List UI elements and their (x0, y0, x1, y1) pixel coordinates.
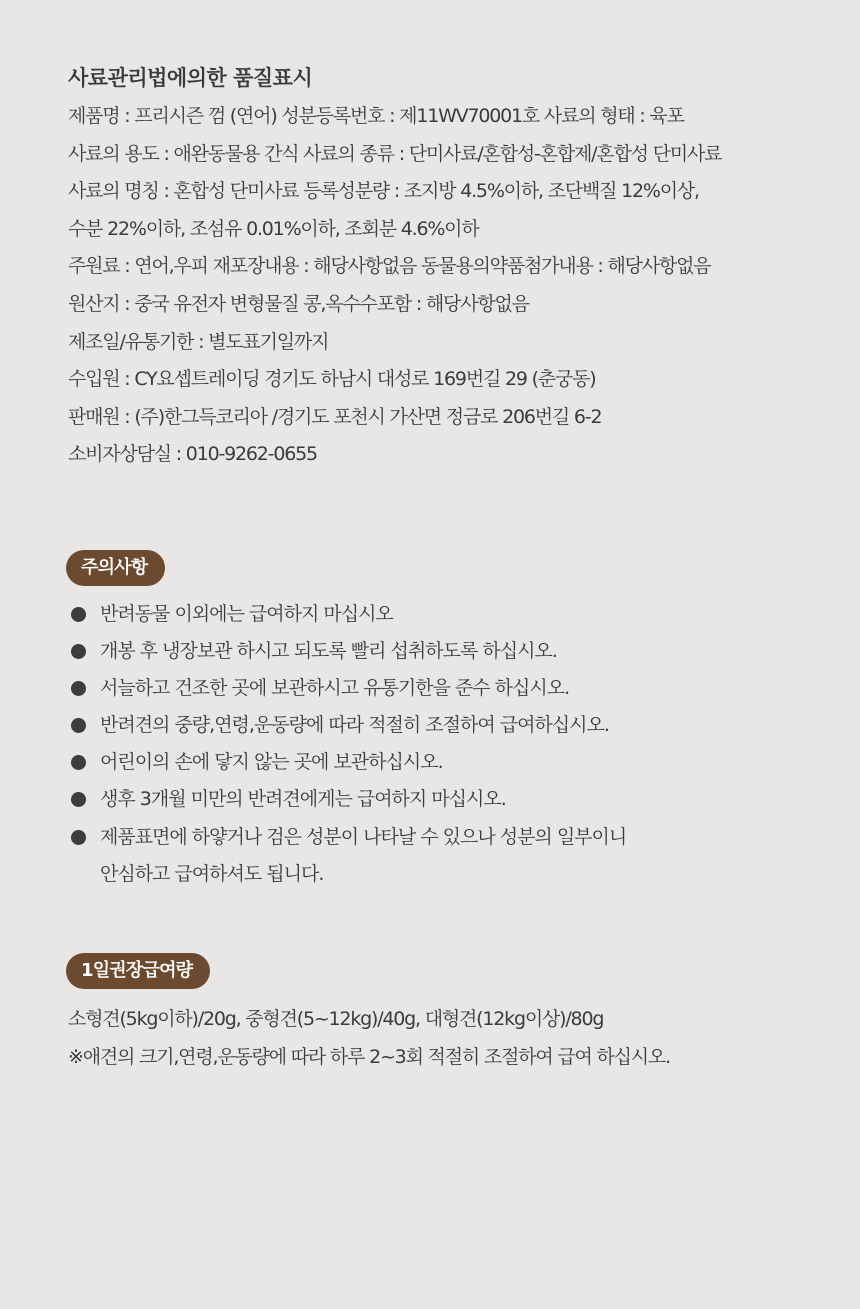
info-line-origin: 원산지 : 중국 유전자 변형물질 콩,옥수수포함 : 해당사항없음 (68, 292, 529, 315)
bullet-dot-icon (71, 755, 86, 770)
info-line-expiry: 제조일/유통기한 : 별도표기일까지 (68, 330, 329, 353)
caution-item (70, 744, 830, 781)
feeding-note: ※애견의 크기,연령,운동량에 따라 하루 2~3회 적절히 조절하여 급여 하십시오. (68, 1046, 670, 1068)
caution-badge: 주의사항 (66, 550, 165, 586)
bullet-dot-icon (71, 792, 86, 807)
caution-item (70, 781, 830, 818)
caution-list (70, 596, 830, 893)
info-line-importer: 수입원 : CY요셉트레이딩 경기도 하남시 대성로 169번길 29 (춘궁동) (68, 368, 596, 391)
bullet-dot-icon (71, 607, 86, 622)
info-line-name: 사료의 명칭 : 혼합성 단미사료 등록성분량 : 조지방 4.5%이하, 조단백질 12%이상, (68, 180, 699, 203)
caution-item-text: 반려동물 이외에는 급여하지 마십시오 (100, 603, 393, 625)
feeding-amounts: 소형견(5kg이하)/20g, 중형견(5~12kg)/40g, 대형견(12kg이상)/80g (68, 1008, 604, 1030)
info-line-seller: 판매원 : (주)한그득코리아 /경기도 포천시 가산면 정금로 206번길 6-2 (68, 405, 602, 428)
caution-item-text: 생후 3개월 미만의 반려견에게는 급여하지 마십시오. (100, 788, 506, 811)
feeding-badge: 1일권장급여량 (66, 953, 210, 989)
info-line-composition: 수분 22%이하, 조섬유 0.01%이하, 조회분 4.6%이하 (68, 217, 479, 240)
caution-item-text: 서늘하고 건조한 곳에 보관하시고 유통기한을 준수 하십시오. (100, 677, 570, 700)
caution-item-text: 어린이의 손에 닿지 않는 곳에 보관하십시오. (100, 751, 443, 774)
caution-item (70, 596, 830, 633)
feeding-block (68, 1000, 838, 1076)
bullet-dot-icon (71, 830, 86, 845)
bullet-dot-icon (71, 681, 86, 696)
info-line-contact: 소비자상담실 : 010-9262-0655 (68, 443, 317, 466)
bullet-dot-icon (71, 718, 86, 733)
caution-item-text: 개봉 후 냉장보관 하시고 되도록 빨리 섭취하도록 하십시오. (100, 640, 557, 663)
quality-info-block (68, 98, 828, 474)
caution-item-text: 반려견의 중량,연령,운동량에 따라 적절히 조절하여 급여하십시오. (100, 714, 609, 737)
caution-item (70, 633, 830, 670)
bullet-dot-icon (71, 644, 86, 659)
info-line-usage: 사료의 용도 : 애완동물용 간식 사료의 종류 : 단미사료/혼합성-혼합제/혼합성 단미사료 (68, 142, 722, 165)
caution-item (70, 670, 830, 707)
caution-item-text: 제품표면에 하얗거나 검은 성분이 나타날 수 있으나 성분의 일부이니 안심하고 급여하셔도 됩니다. (100, 825, 627, 885)
caution-item (70, 819, 830, 893)
info-line-ingredients: 주원료 : 연어,우피 재포장내용 : 해당사항없음 동물용의약품첨가내용 : 해당사항없음 (68, 255, 711, 278)
quality-section-title: 사료관리법에의한 품질표시 (68, 66, 313, 90)
info-line-product: 제품명 : 프리시즌 껌 (연어) 성분등록번호 : 제11WV70001호 사료의 형태 : 육포 (68, 105, 684, 127)
caution-item (70, 707, 830, 744)
